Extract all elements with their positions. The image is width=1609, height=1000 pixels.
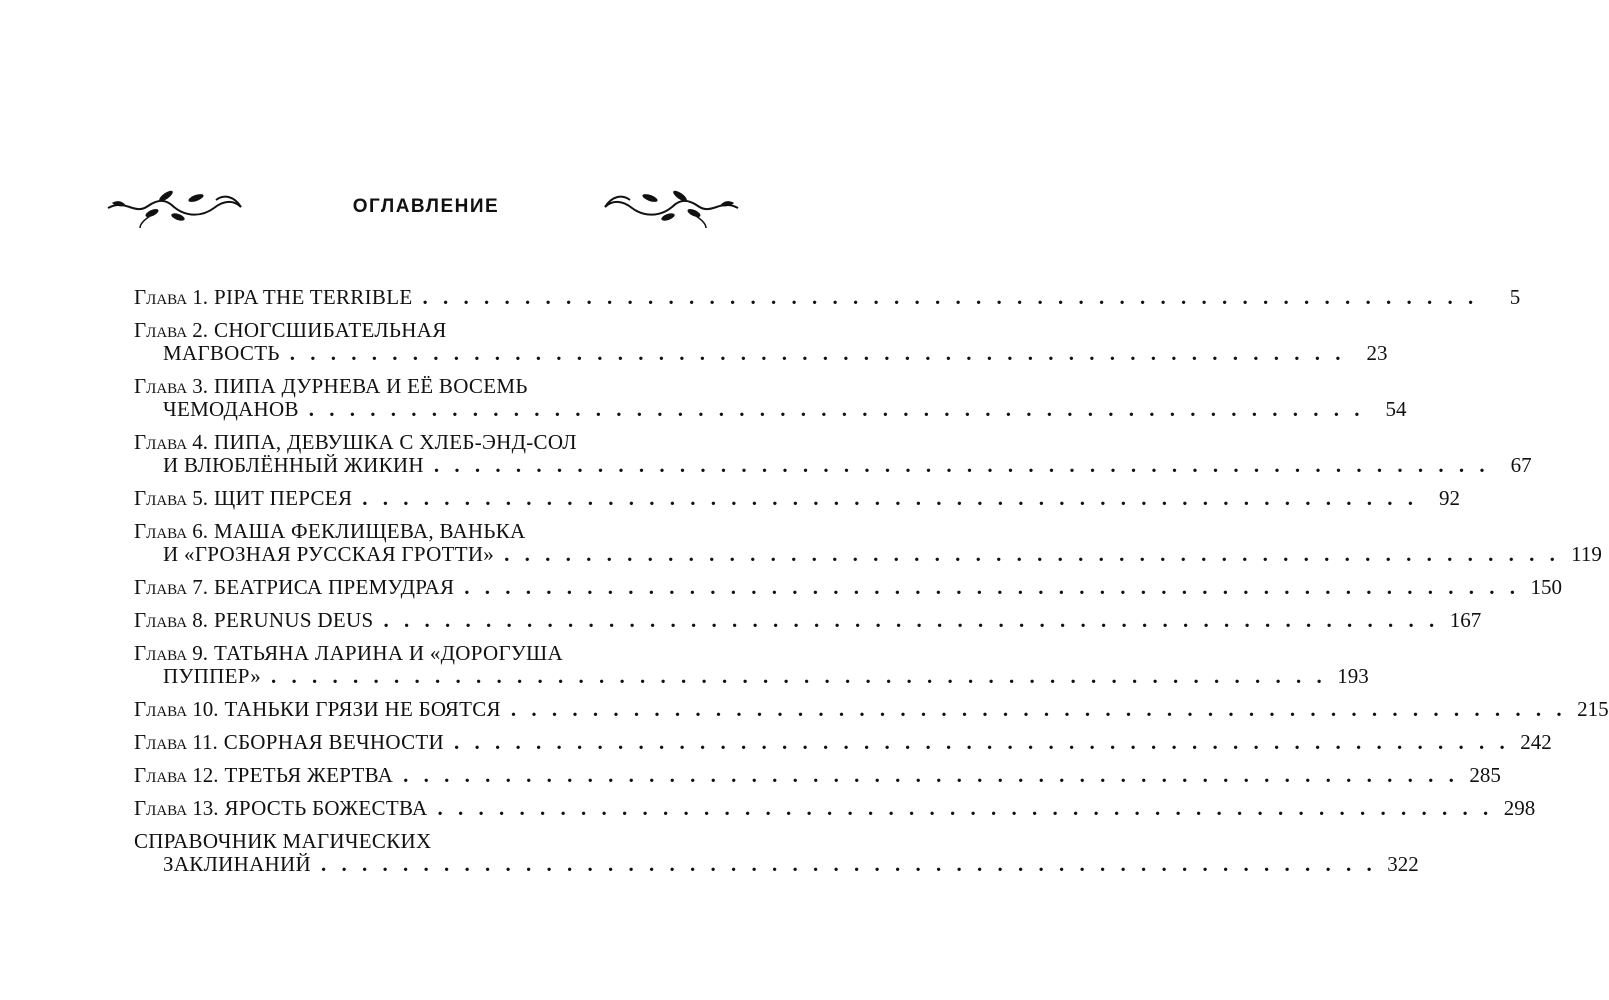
toc-line xyxy=(134,520,718,543)
page-number: 119 xyxy=(1571,542,1602,566)
toc-entry[interactable] xyxy=(134,486,1460,510)
toc-entry[interactable] xyxy=(134,641,1369,688)
chapter-title: СБОРНАЯ ВЕЧНОСТИ xyxy=(223,730,444,754)
chapter-title: ПИПА ДУРНЕВА И ЕЁ ВОСЕМЬ xyxy=(214,374,528,398)
dot-leader: . . . . . . . . . . . . . . . . . . . . . . . . . . . . . . . . . . . . . . . . . . . . . . . . . . . . xyxy=(510,697,1567,721)
dot-leader: . . . . . . . . . . . . . . . . . . . . . . . . . . . . . . . . . . . . . . . . . . . . . . . . . . . . xyxy=(403,763,1459,787)
toc-entry[interactable] xyxy=(134,430,1532,477)
dot-leader: . . . . . . . . . . . . . . . . . . . . . . . . . . . . . . . . . . . . . . . . . . . . . . . . . . . . xyxy=(437,796,1494,820)
toc-line xyxy=(134,796,1536,820)
chapter-title: ТРЕТЬЯ ЖЕРТВА xyxy=(224,763,394,787)
chapter-title: PERUNUS DEUS xyxy=(214,608,374,632)
chapter-title: СНОГСШИБАТЕЛЬНАЯ xyxy=(214,318,447,342)
toc-entry[interactable] xyxy=(134,285,1521,309)
toc-line xyxy=(134,575,1563,599)
toc-line xyxy=(134,319,718,342)
toc-line xyxy=(134,730,1552,754)
page-title: ОГЛАВЛЕНИЕ xyxy=(352,196,500,217)
dot-leader: . . . . . . . . . . . . . . . . . . . . . . . . . . . . . . . . . . . . . . . . . . . . . . . . . . . . xyxy=(504,542,1560,566)
toc-entry[interactable] xyxy=(134,519,1602,566)
chapter-title: БЕАТРИСА ПРЕМУДРАЯ xyxy=(214,575,455,599)
toc-line xyxy=(134,664,1369,688)
toc-entry[interactable] xyxy=(134,763,1501,787)
toc-line xyxy=(134,697,1609,721)
dot-leader: . . . . . . . . . . . . . . . . . . . . . . . . . . . . . . . . . . . . . . . . . . . . . . . . . . . . xyxy=(454,730,1510,754)
dot-leader: . . . . . . . . . . . . . . . . . . . . . . . . . . . . . . . . . . . . . . . . . . . . . . . . . . . . xyxy=(362,486,1418,510)
chapter-title: ТАТЬЯНА ЛАРИНА И «ДОРОГУША xyxy=(214,641,564,665)
chapter-number: Глава 13. xyxy=(134,796,219,820)
chapter-number: Глава 9. xyxy=(134,641,209,665)
chapter-number: Глава 6. xyxy=(134,519,209,543)
toc-line xyxy=(134,642,718,665)
chapter-title: PIPA THE TERRIBLE xyxy=(214,285,413,309)
page-number: 242 xyxy=(1520,730,1552,754)
chapter-number: Глава 11. xyxy=(134,730,218,754)
toc-entry[interactable] xyxy=(134,796,1536,820)
chapter-title: МАГВОСТЬ xyxy=(163,341,280,365)
toc-entry[interactable] xyxy=(134,697,1609,721)
toc-line xyxy=(134,453,1532,477)
page-number: 193 xyxy=(1337,664,1369,688)
page-number: 150 xyxy=(1530,575,1563,599)
toc-line xyxy=(134,375,718,398)
dot-leader: . . . . . . . . . . . . . . . . . . . . . . . . . . . . . . . . . . . . . . . . . . . . . . . . . . . . xyxy=(320,852,1377,876)
chapter-title: ПИПА, ДЕВУШКА С ХЛЕБ-ЭНД-СОЛ xyxy=(214,430,577,454)
chapter-number: Глава 12. xyxy=(134,763,219,787)
chapter-title: МАША ФЕКЛИЩЕВА, ВАНЬКА xyxy=(214,519,526,543)
chapter-title: ЧЕМОДАНОВ xyxy=(163,397,299,421)
toc-line xyxy=(134,542,1602,566)
toc-line xyxy=(134,852,1419,876)
toc-line xyxy=(134,486,1460,510)
toc-line xyxy=(134,397,1407,421)
toc-entry[interactable] xyxy=(134,829,1419,876)
toc-line xyxy=(134,285,1521,309)
page-number: 92 xyxy=(1439,486,1460,510)
dot-leader: . . . . . . . . . . . . . . . . . . . . . . . . . . . . . . . . . . . . . . . . . . . . . . . . . . . . xyxy=(308,397,1365,421)
dot-leader: . . . . . . . . . . . . . . . . . . . . . . . . . . . . . . . . . . . . . . . . . . . . . . . . . . . . xyxy=(433,453,1490,477)
toc-line xyxy=(134,341,1388,365)
dot-leader: . . . . . . . . . . . . . . . . . . . . . . . . . . . . . . . . . . . . . . . . . . . . . . . . . . . . xyxy=(289,341,1346,365)
page-number: 215 xyxy=(1577,697,1609,721)
page-number: 298 xyxy=(1503,796,1536,820)
page-number: 322 xyxy=(1387,852,1419,876)
chapter-number: Глава 10. xyxy=(134,697,219,721)
toc-line xyxy=(134,431,718,454)
page-number: 54 xyxy=(1385,397,1407,421)
toc-entry[interactable] xyxy=(134,575,1563,599)
chapter-number: Глава 7. xyxy=(134,575,209,599)
dot-leader: . . . . . . . . . . . . . . . . . . . . . . . . . . . . . . . . . . . . . . . . . . . . . . . . . . . . xyxy=(464,575,1521,599)
page-number: 167 xyxy=(1449,608,1482,632)
dot-leader: . . . . . . . . . . . . . . . . . . . . . . . . . . . . . . . . . . . . . . . . . . . . . . . . . . . . xyxy=(383,608,1440,632)
dot-leader: . . . . . . . . . . . . . . . . . . . . . . . . . . . . . . . . . . . . . . . . . . . . . . . . . . . . xyxy=(422,285,1479,309)
chapter-number: Глава 3. xyxy=(134,374,209,398)
leaf-flourish-icon xyxy=(602,186,742,230)
chapter-number: Глава 8. xyxy=(134,608,209,632)
chapter-number: Глава 1. xyxy=(134,285,209,309)
toc-header xyxy=(0,186,800,230)
toc-line xyxy=(134,830,718,853)
chapter-number: Глава 4. xyxy=(134,430,209,454)
toc-entry[interactable] xyxy=(134,318,1388,365)
toc-line xyxy=(134,763,1501,787)
toc-line xyxy=(134,608,1482,632)
toc-entry[interactable] xyxy=(134,730,1552,754)
page-number: 5 xyxy=(1509,285,1521,309)
chapter-title: И ВЛЮБЛЁННЫЙ ЖИКИН xyxy=(163,453,424,477)
toc-entry[interactable] xyxy=(134,608,1482,632)
chapter-number: Глава 2. xyxy=(134,318,209,342)
chapter-title: ЯРОСТЬ БОЖЕСТВА xyxy=(224,796,428,820)
dot-leader: . . . . . . . . . . . . . . . . . . . . . . . . . . . . . . . . . . . . . . . . . . . . . . . . . . . . xyxy=(271,664,1327,688)
chapter-title: ТАНЬКИ ГРЯЗИ НЕ БОЯТСЯ xyxy=(224,697,501,721)
chapter-number: Глава 5. xyxy=(134,486,209,510)
chapter-title: ПУППЕР» xyxy=(163,664,261,688)
page-number: 285 xyxy=(1469,763,1501,787)
page-number: 67 xyxy=(1510,453,1532,477)
chapter-title: ЗАКЛИНАНИЙ xyxy=(163,852,311,876)
toc-entry[interactable] xyxy=(134,374,1407,421)
chapter-title: ЩИТ ПЕРСЕЯ xyxy=(214,486,353,510)
chapter-title: СПРАВОЧНИК МАГИЧЕСКИХ xyxy=(134,829,432,853)
chapter-title: И «ГРОЗНАЯ РУССКАЯ ГРОТТИ» xyxy=(163,542,495,566)
table-of-contents xyxy=(134,285,1609,886)
page-number: 23 xyxy=(1366,341,1388,365)
